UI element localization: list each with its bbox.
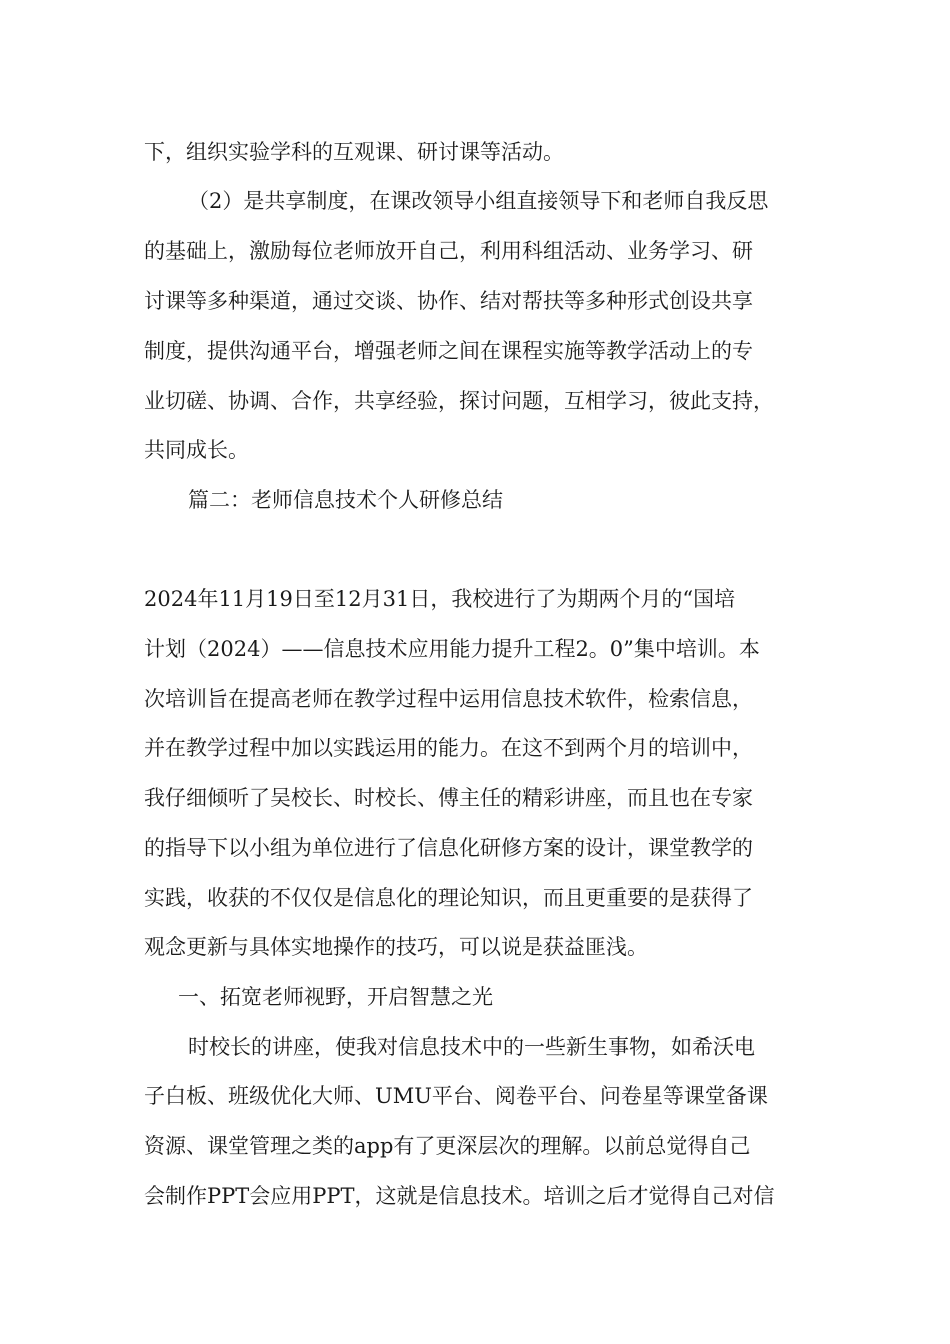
paragraph-line: 共同成长。 (144, 438, 249, 462)
paragraph-line: 制度，提供沟通平台，增强老师之间在课程实施等教学活动上的专 (144, 339, 753, 363)
paragraph-line: 2024年11月19日至12月31日，我校进行了为期两个月的“国培 (144, 587, 736, 611)
paragraph-line: 资源、课堂管理之类的app有了更深层次的理解。以前总觉得自己 (144, 1134, 751, 1158)
paragraph-line: 计划（2024）——信息技术应用能力提升工程2。0”集中培训。本 (144, 637, 760, 661)
paragraph-line: 实践，收获的不仅仅是信息化的理论知识，而且更重要的是获得了 (144, 886, 753, 910)
section-heading: 一、拓宽老师视野，开启智慧之光 (178, 985, 493, 1009)
paragraph-line: 讨课等多种渠道，通过交谈、协作、结对帮扶等多种形式创设共享 (144, 289, 753, 313)
paragraph-line: 业切磋、协调、合作，共享经验，探讨问题，互相学习，彼此支持， (144, 389, 774, 413)
paragraph-line: 的指导下以小组为单位进行了信息化研修方案的设计，课堂教学的 (144, 836, 753, 860)
paragraph-line: 会制作PPT会应用PPT，这就是信息技术。培训之后才觉得自己对信 (144, 1184, 775, 1208)
paragraph-line: 下，组织实验学科的互观课、研讨课等活动。 (144, 140, 564, 164)
paragraph-line: 并在教学过程中加以实践运用的能力。在这不到两个月的培训中， (144, 736, 753, 760)
paragraph-line: 次培训旨在提高老师在教学过程中运用信息技术软件，检索信息， (144, 687, 753, 711)
paragraph-line: 我仔细倾听了吴校长、时校长、傅主任的精彩讲座，而且也在专家 (144, 786, 753, 810)
paragraph-line: （2）是共享制度，在课改领导小组直接领导下和老师自我反思 (188, 189, 769, 213)
paragraph-line: 时校长的讲座，使我对信息技术中的一些新生事物，如希沃电 (188, 1035, 755, 1059)
paragraph-line: 子白板、班级优化大师、UMU平台、阅卷平台、问卷星等课堂备课 (144, 1084, 768, 1108)
paragraph-line: 观念更新与具体实地操作的技巧，可以说是获益匪浅。 (144, 935, 648, 959)
paragraph-line: 的基础上，激励每位老师放开自己，利用科组活动、业务学习、研 (144, 239, 753, 263)
section-heading: 篇二：老师信息技术个人研修总结 (188, 488, 503, 512)
